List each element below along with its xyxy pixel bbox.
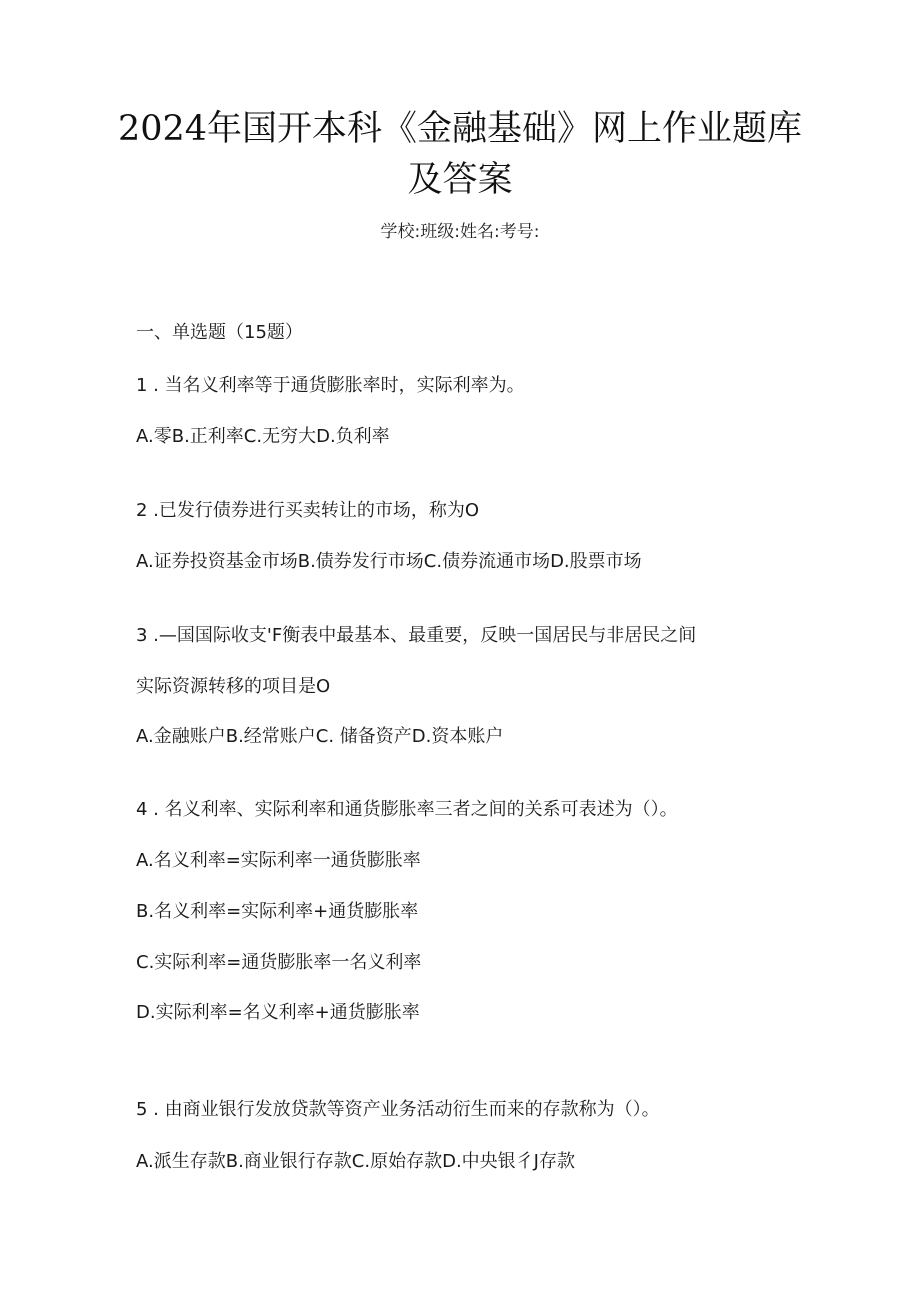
question-4-option-a: A.名义利率=实际利率一通货膨胀率 (136, 850, 421, 871)
student-info-line: 学校:班级:姓名:考号: (380, 222, 540, 242)
question-4-option-d: D.实际利率=名义利率+通货膨胀率 (136, 1002, 420, 1023)
question-4-stem: 4 . 名义利率、实际利率和通货膨胀率三者之间的关系可表述为（）。 (136, 799, 678, 820)
question-5-stem: 5 . 由商业银行发放贷款等资产业务活动衍生而来的存款称为（）。 (136, 1099, 660, 1120)
section-heading: 一、单选题（15题） (136, 322, 303, 343)
question-3-options: A.金融账户B.经常账户C. 储备资产D.资本账户 (136, 726, 504, 747)
question-4-option-b: B.名义利率=实际利率+通货膨胀率 (136, 901, 419, 922)
question-1-stem: 1 . 当名义利率等于通货膨胀率时，实际利率为。 (136, 375, 525, 396)
document-title-line-1: 2024年国开本科《金融基础》网上作业题库 (117, 109, 803, 149)
question-1-options: A.零B.正利率C.无穷大D.负利率 (136, 426, 390, 447)
question-2-options: A.证券投资基金市场B.债券发行市场C.债券流通市场D.股票市场 (136, 551, 642, 572)
question-3-stem-line-2: 实际资源转移的项目是O (136, 676, 331, 697)
question-5-options: A.派生存款B.商业银行存款C.原始存款D.中央银彳J存款 (136, 1151, 575, 1172)
document-title-line-2: 及答案 (407, 160, 513, 200)
question-3-stem-line-1: 3 .—国国际收支'F衡表中最基本、最重要，反映一国居民与非居民之间 (136, 625, 697, 646)
question-4-option-c: C.实际利率=通货膨胀率一名义利率 (136, 952, 422, 973)
question-2-stem: 2 .已发行债券进行买卖转让的市场，称为O (136, 500, 480, 521)
